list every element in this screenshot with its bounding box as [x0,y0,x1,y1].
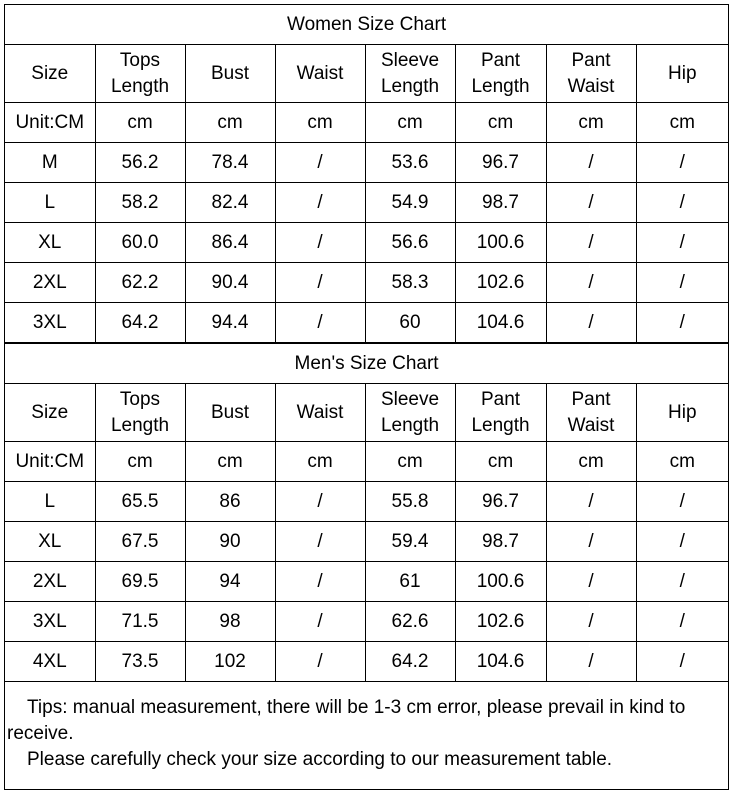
measurement-cell: 64.2 [95,303,185,343]
measurement-cell: 62.6 [365,602,455,642]
size-cell: 2XL [5,263,95,303]
column-header [455,45,546,103]
measurement-cell: 94 [185,562,275,602]
size-cell: XL [5,223,95,263]
measurement-cell: / [636,522,728,562]
unit-cell: cm [636,442,728,482]
measurement-cell: 53.6 [365,143,455,183]
unit-cell: cm [546,442,636,482]
measurement-cell: / [546,183,636,223]
measurement-cell: 102.6 [455,263,546,303]
size-cell: 3XL [5,602,95,642]
column-header [185,384,275,442]
measurement-cell: / [546,482,636,522]
unit-cell: Unit:CM [5,103,95,143]
size-cell: 3XL [5,303,95,343]
tips-line-2: Please carefully check your size according to our measurement table. [27,749,613,770]
column-header-label: Hip [668,401,697,423]
column-header-label: Sleeve Length [380,49,440,97]
measurement-cell: 90 [185,522,275,562]
measurement-cell: / [546,642,636,682]
measurement-cell: / [275,602,365,642]
measurement-cell: / [636,303,728,343]
column-header-label: Waist [296,401,344,423]
measurement-cell: / [636,143,728,183]
size-cell: L [5,482,95,522]
men-size-table [5,343,728,682]
size-chart-sheet [4,4,729,790]
table-row [5,183,728,223]
column-header [5,384,95,442]
measurement-cell: 71.5 [95,602,185,642]
size-cell: 4XL [5,642,95,682]
unit-cell: cm [95,442,185,482]
unit-cell: cm [275,103,365,143]
measurement-cell: 82.4 [185,183,275,223]
column-header-label: Tops Length [110,388,170,436]
table-row [5,602,728,642]
measurement-cell: / [275,303,365,343]
column-header-label: Bust [210,62,250,84]
column-header [636,384,728,442]
column-header-label: Size [31,401,69,423]
measurement-cell: 62.2 [95,263,185,303]
unit-cell: Unit:CM [5,442,95,482]
unit-cell: cm [546,103,636,143]
measurement-cell: 100.6 [455,562,546,602]
measurement-cell: / [275,482,365,522]
column-header [275,45,365,103]
measurement-cell: / [636,642,728,682]
unit-cell: cm [185,442,275,482]
measurement-cell: 67.5 [95,522,185,562]
column-header-label: Size [31,62,69,84]
table-row [5,482,728,522]
unit-cell: cm [95,103,185,143]
measurement-cell: / [546,602,636,642]
measurement-cell: / [546,263,636,303]
size-cell: L [5,183,95,223]
column-header [546,45,636,103]
measurement-cell: 96.7 [455,143,546,183]
size-cell: M [5,143,95,183]
table-row [5,522,728,562]
unit-cell: cm [365,442,455,482]
measurement-cell: 104.6 [455,303,546,343]
unit-cell: cm [455,103,546,143]
column-header-label: Pant Length [471,388,530,436]
column-header-label: Sleeve Length [380,388,440,436]
measurement-cell: 58.2 [95,183,185,223]
column-header [5,45,95,103]
table-row [5,562,728,602]
measurement-cell: 100.6 [455,223,546,263]
table-row [5,143,728,183]
column-header [95,384,185,442]
measurement-cell: / [275,143,365,183]
measurement-cell: 65.5 [95,482,185,522]
measurement-cell: / [546,223,636,263]
column-header-label: Bust [210,401,250,423]
column-header-label: Pant Waist [567,388,615,436]
measurement-cell: 69.5 [95,562,185,602]
measurement-cell: / [275,522,365,562]
column-header [365,45,455,103]
measurement-cell: / [636,562,728,602]
column-header [95,45,185,103]
column-header [636,45,728,103]
measurement-cell: 86.4 [185,223,275,263]
size-cell: XL [5,522,95,562]
measurement-cell: 54.9 [365,183,455,223]
column-header-label: Waist [296,62,344,84]
unit-cell: cm [455,442,546,482]
measurement-cell: / [275,642,365,682]
measurement-cell: 94.4 [185,303,275,343]
size-cell: 2XL [5,562,95,602]
column-header [365,384,455,442]
table-row [5,263,728,303]
women-size-table [5,5,728,343]
measurement-cell: / [636,263,728,303]
measurement-cell: 102.6 [455,602,546,642]
unit-cell: cm [365,103,455,143]
measurement-cell: / [636,602,728,642]
measurement-cell: / [636,223,728,263]
column-header [185,45,275,103]
measurement-cell: / [636,482,728,522]
column-header-label: Hip [668,62,697,84]
measurement-cell: 102 [185,642,275,682]
measurement-cell: / [636,183,728,223]
measurement-cell: 56.6 [365,223,455,263]
men-chart-title: Men's Size Chart [5,344,728,384]
table-row [5,303,728,343]
measurement-cell: 98.7 [455,183,546,223]
column-header-label: Pant Length [471,49,530,97]
measurement-cell: 61 [365,562,455,602]
column-header [275,384,365,442]
measurement-cell: 73.5 [95,642,185,682]
measurement-cell: 55.8 [365,482,455,522]
measurement-cell: 96.7 [455,482,546,522]
tips-line-1: Tips: manual measurement, there will be 1-3 cm error, please prevail in kind to receive. [7,697,686,744]
measurement-cell: / [275,562,365,602]
measurement-cell: / [546,562,636,602]
measurement-cell: 98.7 [455,522,546,562]
tips-section [5,683,728,773]
unit-cell: cm [275,442,365,482]
measurement-cell: 104.6 [455,642,546,682]
column-header-label: Pant Waist [567,49,615,97]
column-header [455,384,546,442]
measurement-cell: 86 [185,482,275,522]
measurement-cell: 59.4 [365,522,455,562]
measurement-cell: / [275,183,365,223]
measurement-cell: / [275,263,365,303]
measurement-cell: 56.2 [95,143,185,183]
measurement-cell: 58.3 [365,263,455,303]
table-row [5,642,728,682]
measurement-cell: 90.4 [185,263,275,303]
measurement-cell: / [546,303,636,343]
measurement-cell: / [546,522,636,562]
measurement-cell: 60.0 [95,223,185,263]
measurement-cell: / [546,143,636,183]
measurement-cell: 64.2 [365,642,455,682]
table-row [5,223,728,263]
column-header-label: Tops Length [110,49,170,97]
measurement-cell: 98 [185,602,275,642]
unit-cell: cm [185,103,275,143]
measurement-cell: 78.4 [185,143,275,183]
women-chart-title: Women Size Chart [5,5,728,45]
column-header [546,384,636,442]
unit-cell: cm [636,103,728,143]
measurement-cell: 60 [365,303,455,343]
measurement-cell: / [275,223,365,263]
